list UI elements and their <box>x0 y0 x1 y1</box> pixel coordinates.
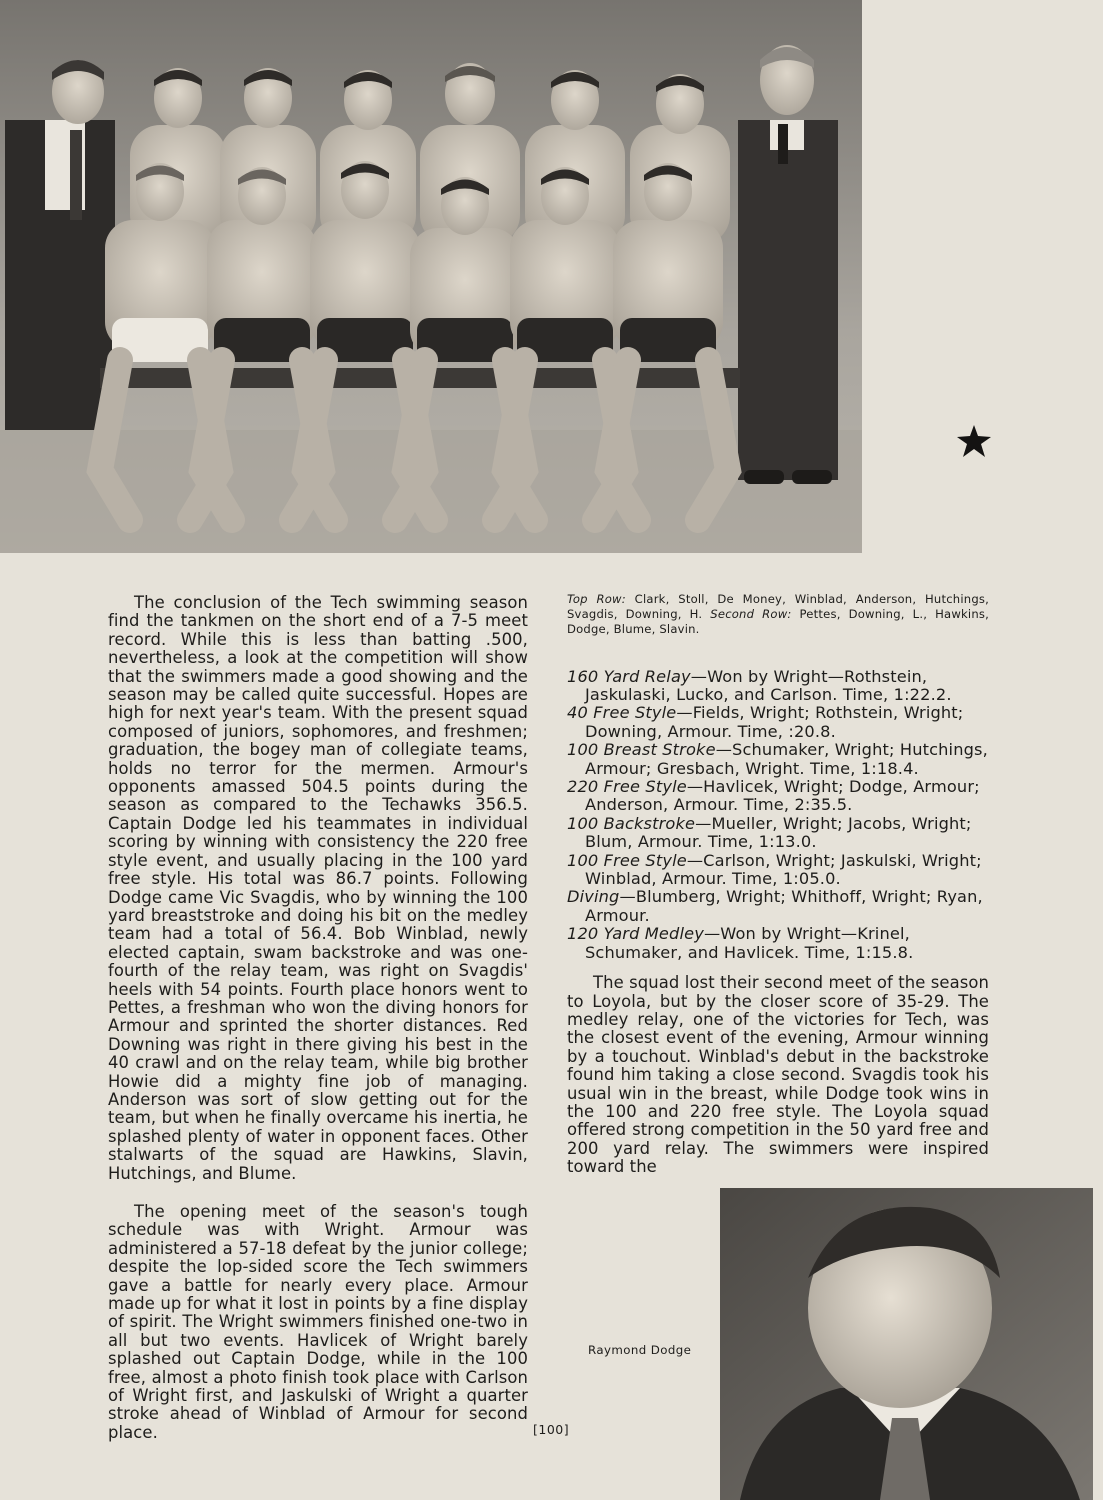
page-number: [100] <box>533 1422 570 1437</box>
result-item: 100 Free Style—Carlson, Wright; Jaskulski, Wright; Winblad, Armour. Time, 1:05.0. <box>567 850 982 889</box>
article-paragraph-season-summary: The conclusion of the Tech swimming season find the tankmen on the short end of a 7-5 meet record. While this is less than batting .500, nevertheless, a look at the competition will show that the swimmers made a good showing and the season may be called quite successful. Hopes are high for next year's team. With the present squad composed of juniors, sophomores, and freshmen; graduation, the bogey man of collegiate teams, holds no terror for the mermen. Armour's opponents amassed 504.5 points during the season as compared to the Techawks 356.5. Captain Dodge led his teammates in individual scoring by winning with consistency the 220 free style event, and usually placing in the 100 yard free style. His total was 86.7 points. Following Dodge came Vic Svagdis, who by winning the 100 yard breaststroke and doing his bit on the medley team had a total of 56.4. Bob Winblad, newly elected captain, swam backstroke and was one-fourth of the relay team, was right on Svagdis' heels with 54 points. Fourth place honors went to Pettes, a freshman who won the diving honors for Armour and sprinted the shorter distances. Red Downing was right in there giving his best in the 40 crawl and on the relay team, while big brother Howie did a mighty fine job of managing. Anderson was sort of slow getting out for the team, but when he finally overcame his inertia, he splashed plenty of water in opponent faces. Other stalwarts of the squad are Hawkins, Slavin, Hutchings, and Blume. <box>108 593 528 1183</box>
result-item: Diving—Blumberg, Wright; Whithoff, Wright; Ryan, Armour. <box>567 887 983 925</box>
portrait-illustration <box>720 1188 1093 1500</box>
result-item: 120 Yard Medley—Won by Wright—Krinel, Schumaker, and Havlicek. Time, 1:15.8. <box>567 924 914 962</box>
article-paragraph-loyola-meet: The squad lost their second meet of the season to Loyola, but by the closer score of 35-29. The medley relay, one of the victories for Tech, was the closest event of the evening, Armour winning by a touchout. Winblad's debut in the backstroke found him taking a close second. Svagdis took his usual win in the breast, while Dodge took wins in the 100 and 220 free style. The Loyola squad offered strong competition in the 50 yard free and 200 yard relay. The swimmers were inspired toward the <box>567 973 989 1177</box>
portrait-photo <box>720 1188 1093 1500</box>
article-right-column <box>567 592 989 1177</box>
portrait-caption: Raymond Dodge <box>588 1343 692 1357</box>
team-photo <box>0 0 862 553</box>
result-item: 220 Free Style—Havlicek, Wright; Dodge, Armour; Anderson, Armour. Time, 2:35.5. <box>567 777 980 815</box>
caption-top-row-label: Top Row: <box>567 592 626 606</box>
result-item: 100 Backstroke—Mueller, Wright; Jacobs, Wright; Blum, Armour. Time, 1:13.0. <box>567 813 972 852</box>
photo-caption <box>567 592 989 638</box>
meet-results-list <box>567 668 989 963</box>
caption-second-row-names: Pettes, Downing, L., Hawkins, Dodge, Blume, Slavin. <box>567 607 990 637</box>
star-icon <box>957 425 991 457</box>
caption-second-row-label: Second Row: <box>710 607 792 622</box>
team-photo-illustration <box>0 0 862 553</box>
result-item: 40 Free Style—Fields, Wright; Rothstein, Wright; Downing, Armour. Time, :20.8. <box>567 703 964 741</box>
result-item: 100 Breast Stroke—Schumaker, Wright; Hutchings, Armour; Gresbach, Wright. Time, 1:18.4. <box>567 740 988 778</box>
article-left-column <box>108 594 528 1442</box>
caption-top-row-names: Clark, Stoll, De Money, Winblad, Anderson, Hutchings, Svagdis, Downing, H. <box>567 592 989 622</box>
article-paragraph-wright-meet: The opening meet of the season's tough schedule was with Wright. Armour was administered a 57-18 defeat by the junior college; despite the lop-sided score the Tech swimmers gave a battle for nearly every place. Armour made up for what it lost in points by a fine display of spirit. The Wright swimmers finished one-two in all but two events. Havlicek of Wright barely splashed out Captain Dodge, while in the 100 free, almost a photo finish took place with Carlson of Wright first, and Jaskulski of Wright a quarter stroke ahead of Winblad of Armour for second place. <box>108 1202 528 1442</box>
result-item: 160 Yard Relay—Won by Wright—Rothstein, Jaskulaski, Lucko, and Carlson. Time, 1:22.2. <box>567 666 952 705</box>
